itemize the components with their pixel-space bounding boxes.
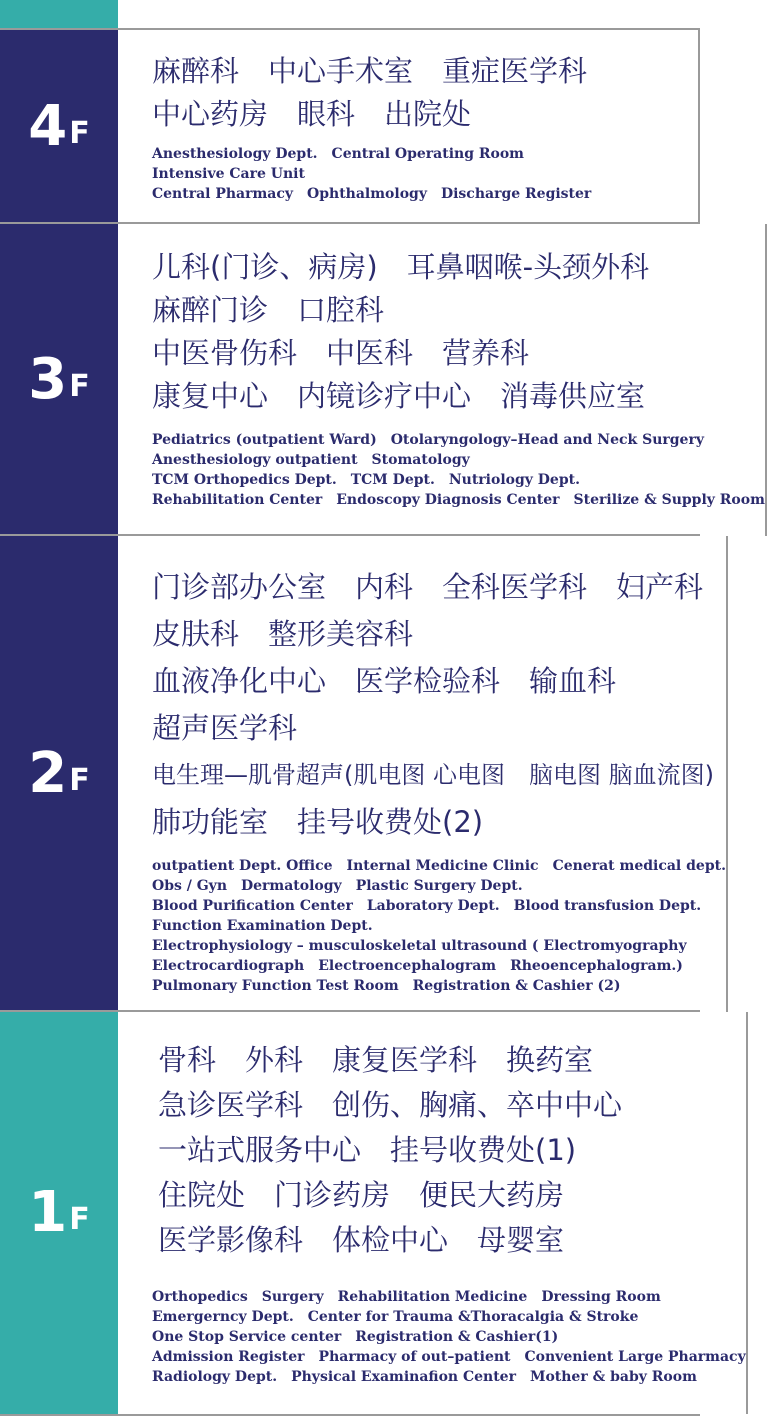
- en-line: Radiology Dept. Physical Examinafion Center Mother & baby Room: [152, 1369, 697, 1385]
- floor-directory-3: [118, 224, 767, 536]
- cn-line: 超声医学科: [152, 711, 298, 745]
- en-line: Electrophysiology – musculoskeletal ultrasound ( Electromyography: [152, 938, 687, 954]
- cn-line: 肺功能室 挂号收费处(2): [152, 805, 484, 839]
- cn-line: 骨科 外科 康复医学科 换药室: [158, 1043, 594, 1077]
- en-line: Intensive Care Unit: [152, 166, 305, 182]
- cn-line: 电生理—肌骨超声(肌电图 心电图 脑电图 脑血流图): [152, 761, 714, 789]
- cn-line: 中心药房 眼科 出院处: [152, 97, 472, 131]
- floor-number: 2: [28, 741, 68, 806]
- bottom-border: [0, 1414, 700, 1416]
- cn-line: 住院处 门诊药房 便民大药房: [158, 1178, 565, 1212]
- floor-4: [0, 28, 700, 224]
- floor-directory-1: [118, 1012, 748, 1414]
- en-line: Orthopedics Surgery Rehabilitation Medicine Dressing Room: [152, 1289, 661, 1305]
- cn-line: 中医骨伤科 中医科 营养科: [152, 336, 530, 370]
- cn-line: 皮肤科 整形美容科: [152, 617, 414, 651]
- en-line: Admission Register Pharmacy of out–patient Convenient Large Pharmacy: [152, 1349, 746, 1365]
- floor-suffix: F: [69, 369, 90, 404]
- floor-number: 1: [28, 1180, 68, 1245]
- en-line: Rehabilitation Center Endoscopy Diagnosis Center Sterilize & Supply Room: [152, 492, 765, 508]
- en-line: Emergerncy Dept. Center for Trauma &Thoracalgia & Stroke: [152, 1309, 639, 1325]
- cn-line: 急诊医学科 创伤、胸痛、卒中中心: [158, 1088, 623, 1122]
- cn-line: 医学影像科 体检中心 母婴室: [158, 1223, 565, 1257]
- en-line: TCM Orthopedics Dept. TCM Dept. Nutriology Dept.: [152, 472, 580, 488]
- en-line: Pediatrics (outpatient Ward) Otolaryngology–Head and Neck Surgery: [152, 432, 704, 448]
- floor-number: 4: [28, 94, 68, 159]
- floor-label-4: [0, 30, 118, 224]
- en-line: outpatient Dept. Office Internal Medicine Clinic Cenerat medical dept.: [152, 858, 726, 874]
- cn-line: 麻醉科 中心手术室 重症医学科: [152, 54, 588, 88]
- floor-label-3: [0, 224, 118, 536]
- floor-directory-2: [118, 536, 728, 1012]
- en-line: Pulmonary Function Test Room Registration & Cashier (2): [152, 978, 621, 994]
- floor-suffix: F: [69, 1202, 90, 1237]
- cn-line: 一站式服务中心 挂号收费处(1): [158, 1133, 577, 1167]
- en-line: Obs / Gyn Dermatology Plastic Surgery Dept.: [152, 878, 523, 894]
- floor-2: [0, 534, 726, 1012]
- floor-suffix: F: [69, 116, 90, 151]
- cn-line: 康复中心 内镜诊疗中心 消毒供应室: [152, 379, 646, 413]
- floor-suffix: F: [69, 763, 90, 798]
- en-line: Anesthesiology Dept. Central Operating Room: [152, 146, 524, 162]
- en-line: Anesthesiology outpatient Stomatology: [152, 452, 470, 468]
- cn-line: 门诊部办公室 内科 全科医学科 妇产科: [152, 570, 704, 604]
- floor-number: 3: [28, 347, 68, 412]
- en-line: Blood Purification Center Laboratory Dept. Blood transfusion Dept.: [152, 898, 702, 914]
- floor-1: [0, 1010, 746, 1414]
- cn-line: 血液净化中心 医学检验科 输血科: [152, 664, 617, 698]
- cn-line: 麻醉门诊 口腔科: [152, 293, 385, 327]
- en-line: One Stop Service center Registration & Cashier(1): [152, 1329, 559, 1345]
- floor-3: [0, 222, 765, 536]
- floor-directory-4: [118, 30, 700, 224]
- en-line: Electrocardiograph Electroencephalogram Rheoencephalogram.): [152, 958, 683, 974]
- en-line: Central Pharmacy Ophthalmology Discharge Register: [152, 186, 592, 202]
- en-line: Function Examination Dept.: [152, 918, 373, 934]
- top-tab: [0, 0, 118, 28]
- cn-line: 儿科(门诊、病房) 耳鼻咽喉-头颈外科: [152, 250, 650, 284]
- floor-label-2: [0, 536, 118, 1012]
- floor-label-1: [0, 1012, 118, 1414]
